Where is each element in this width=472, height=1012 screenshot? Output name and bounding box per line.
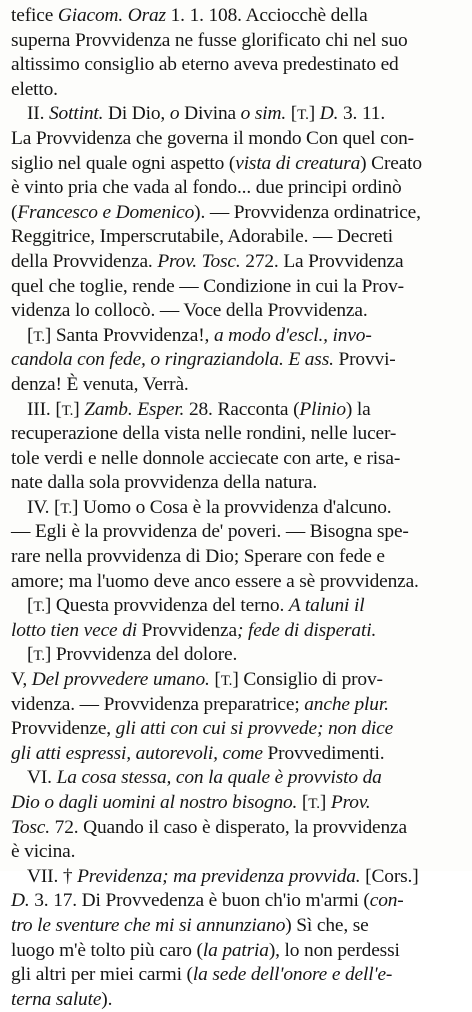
italic-span: la sede dell'onore e dell'e- — [192, 964, 393, 986]
tommaseo-mark: T. — [60, 500, 72, 517]
text-span: luogo m'è tolto più caro ( — [11, 939, 203, 961]
text-line — [11, 791, 462, 816]
section-iv-line — [11, 496, 462, 521]
text-span: ) Creato — [360, 152, 422, 174]
section-iii-line — [11, 398, 462, 423]
italic-span: terna salute — [11, 988, 102, 1010]
source-abbrev: Prov. Tosc. — [157, 250, 241, 272]
text-span: siglio nel quale ogni aspetto ( — [11, 152, 236, 174]
text-line: quel che toglie, rende — Condizione in cui la Prov- — [11, 275, 404, 297]
text-span: [ — [27, 644, 34, 666]
text-line: è vicina. — [11, 841, 76, 863]
source-abbrev: Zamb. Esper. — [84, 398, 185, 420]
text-span: [ — [209, 669, 221, 691]
source-abbrev: Tosc. — [11, 816, 50, 838]
text-span: ), lo non perdessi — [268, 939, 400, 961]
text-line — [11, 914, 462, 939]
text-span: ] Provvidenza del dolore. — [44, 644, 238, 666]
italic-span: Plinio — [299, 398, 346, 420]
text-line — [11, 889, 462, 914]
text-line — [11, 816, 462, 841]
text-line — [11, 250, 462, 275]
italic-span: Sottint. — [49, 103, 104, 125]
text-line: nate dalla sola provvidenza della natura. — [11, 472, 318, 494]
text-line: denza! È venuta, Verrà. — [11, 373, 189, 395]
text-span: [ — [27, 324, 34, 346]
tommaseo-mark: T. — [61, 402, 74, 419]
text-line: amore; ma l'uomo deve anco essere a sè provvidenza. — [11, 570, 419, 592]
text-span: ] Santa Provvidenza!, — [44, 324, 214, 346]
section-vi-line — [11, 766, 462, 791]
section-number: IV. [ — [27, 496, 61, 518]
tommaseo-mark: T. — [33, 599, 45, 616]
text-span: [ — [27, 595, 34, 617]
text-span: ] Uomo o Cosa è la provvidenza d'alcuno. — [71, 496, 392, 518]
text-line: rare nella provvidenza di Dio; Sperare con fede e — [11, 546, 385, 568]
text-span: ) Sì che, se — [285, 914, 369, 936]
source-abbrev: D. — [11, 890, 30, 912]
section-number: III. [ — [27, 398, 62, 420]
section-vii-line — [11, 865, 462, 890]
text-span: ] Consiglio di prov- — [232, 669, 383, 691]
italic-span: tro le sventure che mi si annunziano — [11, 914, 286, 936]
text-line: — Egli è la provvidenza de' poveri. — Bisogna spe- — [11, 521, 409, 543]
italic-span: lotto tien vece di — [11, 619, 137, 641]
section-number: VII. † — [27, 865, 78, 887]
text-line — [11, 619, 462, 644]
text-span: ] — [73, 398, 85, 420]
italic-span: con- — [369, 890, 404, 912]
text-span: ). — Provvidenza ordinatrice, — [194, 201, 421, 223]
text-span: [ — [286, 103, 298, 125]
text-line — [11, 201, 462, 226]
text-span: della Provvidenza. — [11, 250, 158, 272]
text-line — [11, 4, 462, 29]
italic-span: la patria — [202, 939, 269, 961]
text-line: altissimo consiglio ab eterno aveva predestinato ed — [11, 54, 399, 76]
text-span: Provvidenza — [136, 619, 237, 641]
tommaseo-mark: T. — [33, 648, 45, 665]
italic-span: Francesco e Domenico — [17, 201, 195, 223]
tommaseo-mark: T. — [33, 328, 45, 345]
section-number: V, — [11, 669, 32, 691]
italic-span: o — [169, 103, 180, 125]
source-abbrev: D. — [319, 103, 339, 125]
italic-span: Dio o dagli uomini al nostro bisogno. — [11, 792, 298, 813]
tommaseo-mark: T. — [297, 107, 309, 124]
text-span: Divina — [179, 103, 241, 125]
text-line — [11, 988, 462, 1012]
tommaseo-mark: T. — [308, 796, 320, 812]
italic-span: vista di creatura — [235, 152, 361, 174]
text-line: Reggitrice, Imperscrutabile, Adorabile. — Decreti — [11, 226, 393, 248]
section-ii-line — [11, 102, 462, 127]
section-number: II. — [27, 103, 50, 125]
italic-span: a modo d'escl., invo- — [213, 324, 372, 346]
italic-span: Del provvedere umano. — [31, 669, 210, 691]
text-line — [11, 939, 462, 964]
text-line — [11, 717, 462, 742]
italic-span: gli atti espressi, autorevoli, come — [11, 742, 263, 764]
text-line: è vinto pria che vada al fondo... due principi ordinò — [11, 177, 402, 199]
italic-span: candola con fede, o ringraziandola. E ass. — [11, 349, 334, 371]
text-line — [11, 594, 462, 619]
text-span: gli altri per miei carmi ( — [11, 964, 193, 986]
text-span: ] — [308, 103, 320, 125]
text-span: Di Dio, — [103, 103, 170, 125]
text-span: tefice — [11, 5, 58, 26]
text-span: ] Questa provvidenza del terno. — [44, 595, 289, 617]
italic-span: A taluni il — [288, 595, 365, 617]
text-line: recuperazione della vista nelle rondini, nelle lucer- — [11, 423, 397, 445]
text-line: tole verdi e nelle donnole acciecate con arte, e risa- — [11, 447, 401, 469]
text-line — [11, 324, 462, 349]
text-span: ] — [319, 792, 331, 813]
text-span: videnza. — Provvidenza preparatrice; — [11, 693, 305, 715]
text-span: Provvidenze, — [11, 718, 116, 740]
source-abbrev: Prov. — [330, 792, 371, 813]
text-line — [11, 963, 462, 988]
text-span: 72. Quando il caso è disperato, la provvidenza — [49, 816, 407, 838]
text-line: videnza lo collocò. — Voce della Provvidenza. — [11, 300, 368, 322]
text-span: ( — [11, 201, 18, 223]
italic-span: o sim. — [240, 103, 287, 125]
text-line — [11, 643, 462, 668]
text-line: eletto. — [11, 78, 58, 100]
text-span: 3. 17. Di Provvedenza è buon ch'io m'armi ( — [29, 890, 370, 912]
text-span: Provvedimenti. — [262, 742, 385, 764]
text-span: ) la — [345, 398, 371, 420]
text-line — [11, 348, 462, 373]
italic-span: gli atti con cui si provvede; non dice — [115, 718, 394, 740]
text-line — [11, 693, 462, 718]
text-span: Provvi- — [333, 349, 396, 371]
italic-span: anche plur. — [304, 693, 389, 715]
text-line: superna Provvidenza ne fusse glorificato chi nel suo — [11, 29, 408, 51]
tommaseo-mark: T. — [220, 673, 233, 690]
italic-span: Previdenza; ma previdenza provvida. — [77, 865, 361, 887]
text-span: ). — [101, 988, 113, 1010]
text-span: 272. La Provvidenza — [240, 250, 404, 272]
text-span: [ — [297, 792, 309, 813]
text-span: 28. Racconta ( — [184, 398, 300, 420]
section-v-line — [11, 668, 462, 693]
italic-span: ; fede di disperati. — [236, 619, 377, 641]
source-abbrev: Giacom. Oraz — [57, 5, 166, 26]
text-span: 1. 1. 108. Acciocchè della — [165, 5, 368, 26]
text-line — [11, 152, 462, 177]
italic-span: La cosa stessa, con la quale è provvisto da — [56, 767, 382, 789]
text-line — [11, 742, 462, 767]
text-span: [Cors.] — [360, 865, 419, 887]
text-line: La Provvidenza che governa il mondo Con quel con- — [11, 127, 414, 149]
text-span: 3. 11. — [338, 103, 386, 125]
section-number: VI. — [27, 767, 57, 789]
